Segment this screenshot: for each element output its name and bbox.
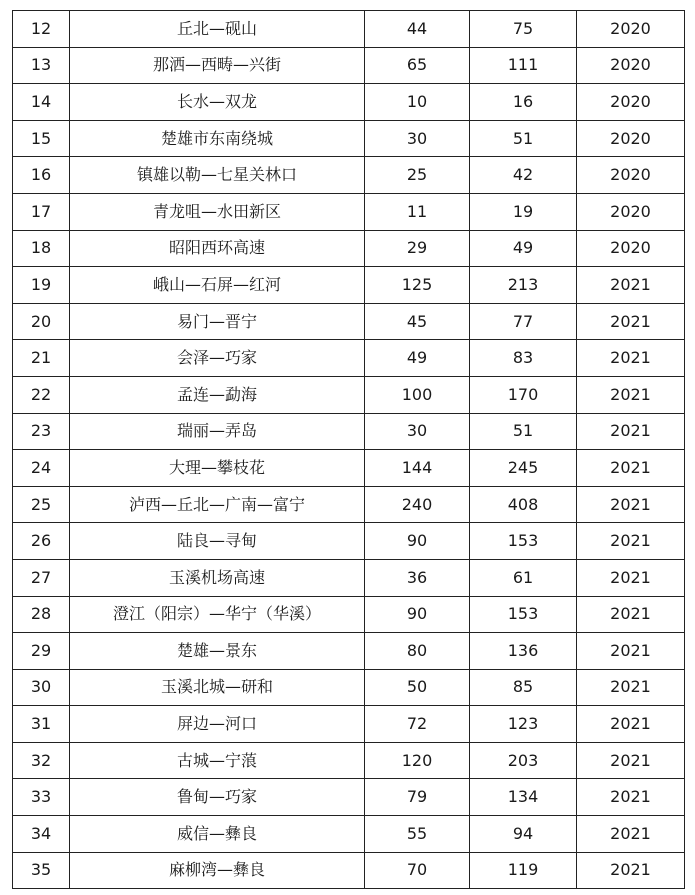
length-cell: 72 xyxy=(365,706,470,743)
year-cell: 2021 xyxy=(577,633,685,670)
table-row xyxy=(13,559,685,596)
row-number-cell: 33 xyxy=(13,779,70,816)
route-name-cell: 麻柳湾—彝良 xyxy=(70,852,365,889)
table-row xyxy=(13,852,685,889)
investment-cell: 119 xyxy=(470,852,577,889)
investment-cell: 51 xyxy=(470,120,577,157)
year-cell: 2021 xyxy=(577,486,685,523)
row-number-cell: 28 xyxy=(13,596,70,633)
route-name-cell: 古城—宁蒗 xyxy=(70,742,365,779)
row-number-cell: 29 xyxy=(13,633,70,670)
investment-cell: 61 xyxy=(470,559,577,596)
project-table xyxy=(12,10,685,889)
route-name-cell: 屏边—河口 xyxy=(70,706,365,743)
year-cell: 2021 xyxy=(577,267,685,304)
investment-cell: 77 xyxy=(470,303,577,340)
table-row xyxy=(13,303,685,340)
table-row xyxy=(13,376,685,413)
route-name-cell: 玉溪北城—研和 xyxy=(70,669,365,706)
row-number-cell: 34 xyxy=(13,816,70,853)
row-number-cell: 32 xyxy=(13,742,70,779)
investment-cell: 85 xyxy=(470,669,577,706)
year-cell: 2021 xyxy=(577,376,685,413)
route-name-cell: 镇雄以勒—七星关林口 xyxy=(70,157,365,194)
investment-cell: 203 xyxy=(470,742,577,779)
investment-cell: 170 xyxy=(470,376,577,413)
table-row xyxy=(13,450,685,487)
row-number-cell: 22 xyxy=(13,376,70,413)
year-cell: 2021 xyxy=(577,816,685,853)
length-cell: 50 xyxy=(365,669,470,706)
table-row xyxy=(13,742,685,779)
investment-cell: 42 xyxy=(470,157,577,194)
row-number-cell: 31 xyxy=(13,706,70,743)
route-name-cell: 泸西—丘北—广南—富宁 xyxy=(70,486,365,523)
year-cell: 2021 xyxy=(577,742,685,779)
length-cell: 30 xyxy=(365,413,470,450)
year-cell: 2020 xyxy=(577,157,685,194)
investment-cell: 94 xyxy=(470,816,577,853)
route-name-cell: 易门—晋宁 xyxy=(70,303,365,340)
year-cell: 2021 xyxy=(577,706,685,743)
row-number-cell: 27 xyxy=(13,559,70,596)
investment-cell: 134 xyxy=(470,779,577,816)
table-row xyxy=(13,11,685,48)
year-cell: 2021 xyxy=(577,413,685,450)
investment-cell: 19 xyxy=(470,193,577,230)
row-number-cell: 17 xyxy=(13,193,70,230)
table-row xyxy=(13,633,685,670)
route-name-cell: 那洒—西畴—兴街 xyxy=(70,47,365,84)
row-number-cell: 15 xyxy=(13,120,70,157)
table-row xyxy=(13,596,685,633)
length-cell: 45 xyxy=(365,303,470,340)
table-row xyxy=(13,816,685,853)
investment-cell: 16 xyxy=(470,84,577,121)
route-name-cell: 大理—攀枝花 xyxy=(70,450,365,487)
route-name-cell: 峨山—石屏—红河 xyxy=(70,267,365,304)
row-number-cell: 14 xyxy=(13,84,70,121)
row-number-cell: 30 xyxy=(13,669,70,706)
route-name-cell: 瑞丽—弄岛 xyxy=(70,413,365,450)
year-cell: 2021 xyxy=(577,340,685,377)
investment-cell: 83 xyxy=(470,340,577,377)
route-name-cell: 澄江（阳宗）—华宁（华溪） xyxy=(70,596,365,633)
year-cell: 2020 xyxy=(577,84,685,121)
table-row xyxy=(13,84,685,121)
row-number-cell: 25 xyxy=(13,486,70,523)
year-cell: 2021 xyxy=(577,779,685,816)
row-number-cell: 18 xyxy=(13,230,70,267)
table-row xyxy=(13,230,685,267)
project-table-body xyxy=(13,11,685,889)
length-cell: 120 xyxy=(365,742,470,779)
length-cell: 90 xyxy=(365,596,470,633)
route-name-cell: 长水—双龙 xyxy=(70,84,365,121)
length-cell: 125 xyxy=(365,267,470,304)
table-row xyxy=(13,669,685,706)
length-cell: 240 xyxy=(365,486,470,523)
year-cell: 2020 xyxy=(577,230,685,267)
length-cell: 65 xyxy=(365,47,470,84)
row-number-cell: 21 xyxy=(13,340,70,377)
investment-cell: 245 xyxy=(470,450,577,487)
investment-cell: 123 xyxy=(470,706,577,743)
length-cell: 90 xyxy=(365,523,470,560)
length-cell: 100 xyxy=(365,376,470,413)
row-number-cell: 20 xyxy=(13,303,70,340)
length-cell: 11 xyxy=(365,193,470,230)
row-number-cell: 23 xyxy=(13,413,70,450)
investment-cell: 408 xyxy=(470,486,577,523)
investment-cell: 75 xyxy=(470,11,577,48)
investment-cell: 213 xyxy=(470,267,577,304)
table-row xyxy=(13,413,685,450)
investment-cell: 153 xyxy=(470,596,577,633)
row-number-cell: 13 xyxy=(13,47,70,84)
length-cell: 49 xyxy=(365,340,470,377)
year-cell: 2020 xyxy=(577,193,685,230)
investment-cell: 111 xyxy=(470,47,577,84)
route-name-cell: 青龙咀—水田新区 xyxy=(70,193,365,230)
table-row xyxy=(13,193,685,230)
length-cell: 144 xyxy=(365,450,470,487)
length-cell: 29 xyxy=(365,230,470,267)
year-cell: 2020 xyxy=(577,47,685,84)
table-row xyxy=(13,340,685,377)
row-number-cell: 12 xyxy=(13,11,70,48)
investment-cell: 136 xyxy=(470,633,577,670)
year-cell: 2020 xyxy=(577,120,685,157)
year-cell: 2021 xyxy=(577,669,685,706)
length-cell: 25 xyxy=(365,157,470,194)
table-row xyxy=(13,47,685,84)
investment-cell: 51 xyxy=(470,413,577,450)
length-cell: 55 xyxy=(365,816,470,853)
year-cell: 2021 xyxy=(577,596,685,633)
table-row xyxy=(13,157,685,194)
year-cell: 2021 xyxy=(577,852,685,889)
investment-cell: 49 xyxy=(470,230,577,267)
investment-cell: 153 xyxy=(470,523,577,560)
year-cell: 2021 xyxy=(577,303,685,340)
length-cell: 44 xyxy=(365,11,470,48)
row-number-cell: 16 xyxy=(13,157,70,194)
table-row xyxy=(13,267,685,304)
route-name-cell: 楚雄—景东 xyxy=(70,633,365,670)
row-number-cell: 24 xyxy=(13,450,70,487)
year-cell: 2021 xyxy=(577,559,685,596)
year-cell: 2021 xyxy=(577,450,685,487)
route-name-cell: 玉溪机场高速 xyxy=(70,559,365,596)
table-row xyxy=(13,706,685,743)
table-row xyxy=(13,120,685,157)
row-number-cell: 26 xyxy=(13,523,70,560)
route-name-cell: 威信—彝良 xyxy=(70,816,365,853)
route-name-cell: 丘北—砚山 xyxy=(70,11,365,48)
route-name-cell: 会泽—巧家 xyxy=(70,340,365,377)
length-cell: 80 xyxy=(365,633,470,670)
row-number-cell: 35 xyxy=(13,852,70,889)
route-name-cell: 孟连—勐海 xyxy=(70,376,365,413)
route-name-cell: 陆良—寻甸 xyxy=(70,523,365,560)
row-number-cell: 19 xyxy=(13,267,70,304)
length-cell: 10 xyxy=(365,84,470,121)
year-cell: 2020 xyxy=(577,11,685,48)
route-name-cell: 昭阳西环高速 xyxy=(70,230,365,267)
length-cell: 36 xyxy=(365,559,470,596)
length-cell: 70 xyxy=(365,852,470,889)
year-cell: 2021 xyxy=(577,523,685,560)
length-cell: 30 xyxy=(365,120,470,157)
table-row xyxy=(13,523,685,560)
length-cell: 79 xyxy=(365,779,470,816)
route-name-cell: 鲁甸—巧家 xyxy=(70,779,365,816)
table-row xyxy=(13,486,685,523)
table-row xyxy=(13,779,685,816)
route-name-cell: 楚雄市东南绕城 xyxy=(70,120,365,157)
